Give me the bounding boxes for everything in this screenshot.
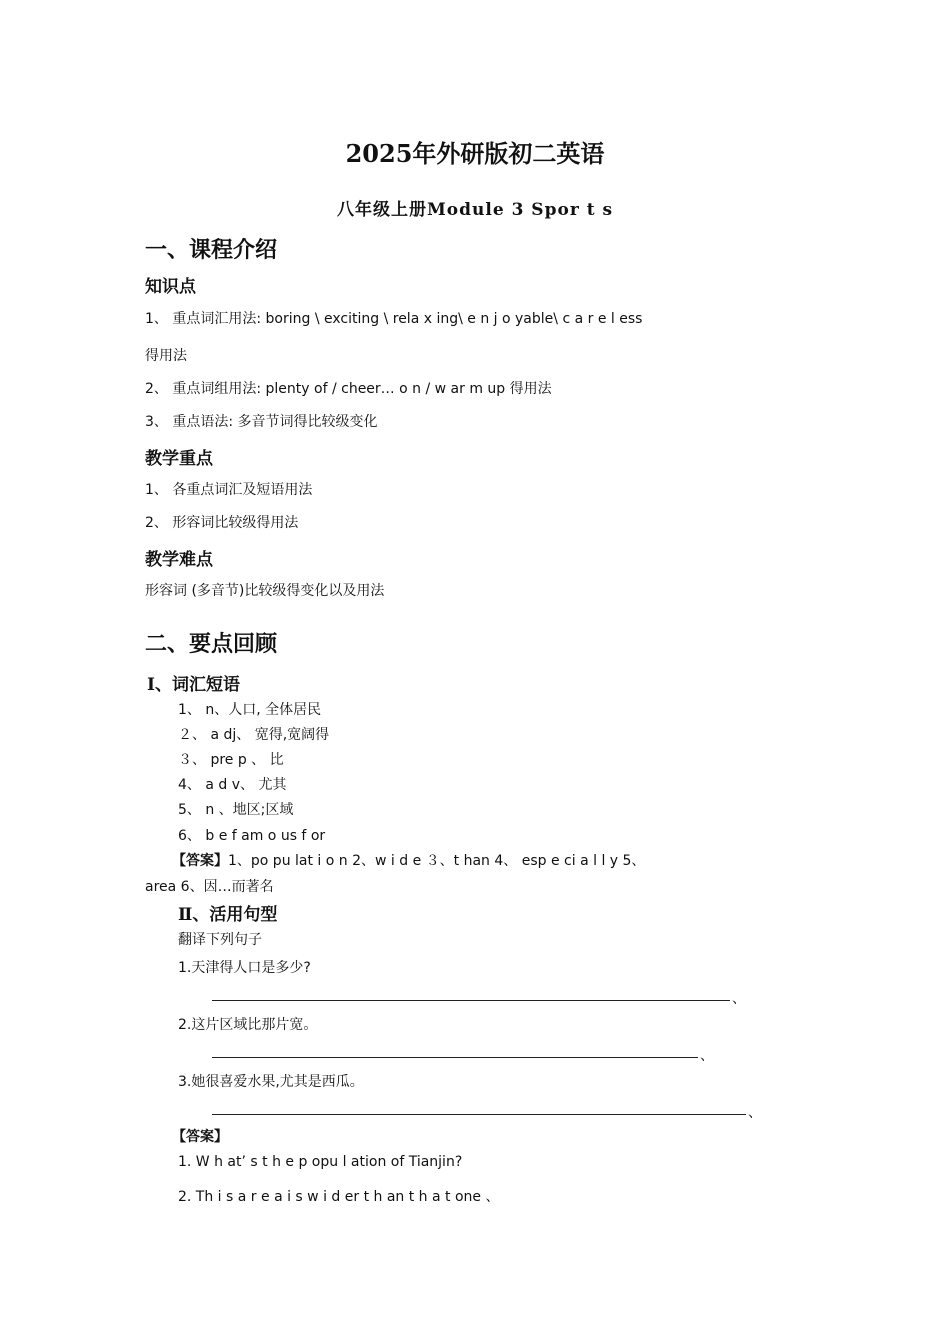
- answer-sentence-2: 2. Th i s a r e a i s w i d er t h an t h a t one 、: [178, 1189, 500, 1205]
- question-1: 1.天津得人口是多少?: [178, 960, 311, 976]
- answer-sentence-1: 1. W h at’ s t h e p opu l ation of Tianjin?: [178, 1154, 463, 1170]
- blank-end-mark: 、: [748, 1105, 762, 1121]
- blank-end-mark: 、: [700, 1048, 714, 1064]
- answer-label: 【答案】: [172, 853, 228, 869]
- vocab-item: ２、 a dj、 宽得,宽阔得: [178, 727, 330, 743]
- document-subtitle: 八年级上册Module 3 Spor t s: [336, 200, 614, 220]
- vocab-item: ３、 pre p 、 比: [178, 752, 284, 768]
- difficulty-heading: 教学难点: [145, 550, 213, 570]
- knowledge-heading: 知识点: [145, 277, 196, 297]
- blank-end-mark: 、: [732, 991, 746, 1007]
- answer-blank-1[interactable]: [212, 1000, 730, 1001]
- vocab-heading: Ⅰ、词汇短语: [147, 675, 240, 695]
- section-heading-course-intro: 一、课程介绍: [145, 237, 278, 263]
- focus-heading: 教学重点: [145, 449, 213, 469]
- question-2: 2.这片区域比那片宽。: [178, 1017, 318, 1033]
- question-3: 3.她很喜爱水果,尤其是西瓜。: [178, 1074, 364, 1090]
- vocab-item: 6、 b e f am o us f or: [178, 828, 326, 844]
- vocab-item: 5、 n 、地区;区域: [178, 802, 294, 818]
- vocab-answer: [172, 850, 645, 870]
- focus-item: 1、 各重点词汇及短语用法: [145, 482, 313, 498]
- knowledge-item: 得用法: [145, 348, 187, 364]
- answer-text: 1、po pu lat i o n 2、w i d e ３、t han 4、 esp e ci a l l y 5、: [228, 853, 646, 869]
- answer-blank-3[interactable]: [212, 1114, 746, 1115]
- document-title: 2025年外研版初二英语: [345, 139, 605, 168]
- vocab-answer-continued: area 6、因…而著名: [145, 879, 274, 895]
- vocab-item: 1、 n、人口, 全体居民: [178, 702, 322, 718]
- answer-blank-2[interactable]: [212, 1057, 698, 1058]
- answer-label: 【答案】: [172, 1129, 228, 1145]
- vocab-item: 4、 a d v、 尤其: [178, 777, 287, 793]
- focus-item: 2、 形容词比较级得用法: [145, 515, 299, 531]
- knowledge-item: 2、 重点词组用法: plenty of / cheer… o n / w ar m up 得用法: [145, 381, 552, 397]
- knowledge-item: 3、 重点语法: 多音节词得比较级变化: [145, 414, 378, 430]
- knowledge-item: 1、 重点词汇用法: boring \ exciting \ rela x ing\ e n j o yable\ c a r e l ess: [145, 311, 643, 327]
- instruction-text: 翻译下列句子: [178, 932, 262, 948]
- sentence-heading: Ⅱ、活用句型: [178, 905, 278, 925]
- section-heading-review: 二、要点回顾: [145, 631, 278, 657]
- difficulty-text: 形容词 (多音节)比较级得变化以及用法: [145, 583, 385, 599]
